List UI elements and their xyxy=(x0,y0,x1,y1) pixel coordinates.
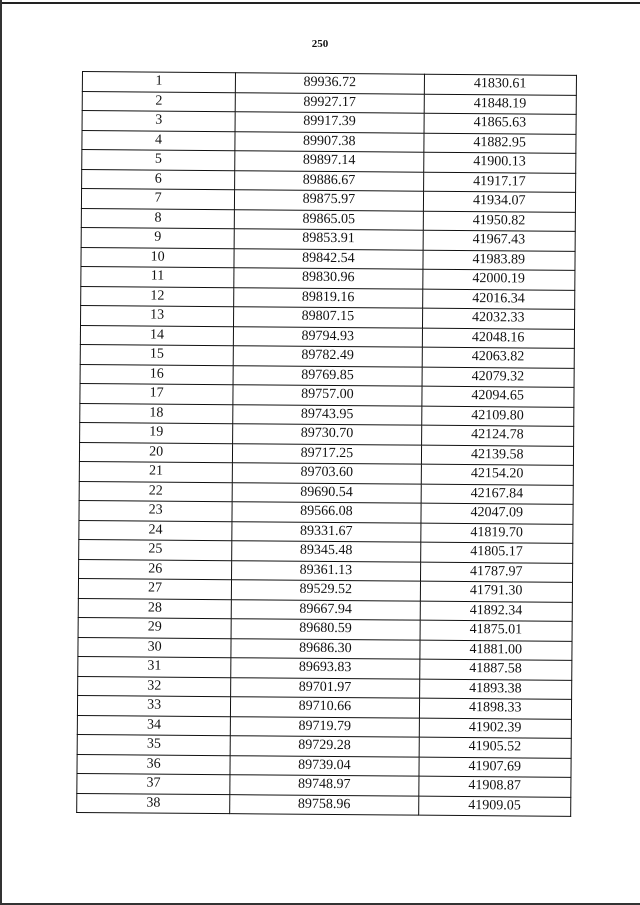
x-coordinate-cell: 89865.05 xyxy=(235,209,423,230)
y-coordinate-cell: 42124.78 xyxy=(421,425,574,446)
x-coordinate-cell: 89886.67 xyxy=(235,170,423,191)
x-coordinate-cell: 89769.85 xyxy=(233,365,421,386)
y-coordinate-cell: 41882.95 xyxy=(423,133,576,154)
x-coordinate-cell: 89667.94 xyxy=(231,599,419,620)
x-coordinate-cell: 89757.00 xyxy=(233,385,421,406)
x-coordinate-cell: 89345.48 xyxy=(232,541,420,562)
y-coordinate-cell: 41898.33 xyxy=(419,698,572,719)
point-number-cell: 36 xyxy=(77,754,230,775)
x-coordinate-cell: 89853.91 xyxy=(234,229,422,250)
y-coordinate-cell: 41905.52 xyxy=(419,737,572,758)
x-coordinate-cell: 89794.93 xyxy=(234,326,422,347)
point-number-cell: 7 xyxy=(81,189,234,210)
y-coordinate-cell: 41950.82 xyxy=(423,211,576,232)
point-number-cell: 3 xyxy=(82,111,235,132)
x-coordinate-cell: 89819.16 xyxy=(234,287,422,308)
x-coordinate-cell: 89927.17 xyxy=(235,92,423,113)
point-number-cell: 15 xyxy=(80,344,233,365)
point-number-cell: 34 xyxy=(77,715,230,736)
point-number-cell: 26 xyxy=(79,559,232,580)
point-number-cell: 28 xyxy=(78,598,231,619)
point-number-cell: 11 xyxy=(81,266,234,287)
top-scan-edge xyxy=(0,2,640,4)
y-coordinate-cell: 41865.63 xyxy=(424,113,577,134)
y-coordinate-cell: 41967.43 xyxy=(423,230,576,251)
y-coordinate-cell: 41887.58 xyxy=(419,659,572,680)
x-coordinate-cell: 89807.15 xyxy=(234,307,422,328)
page-number: 250 xyxy=(311,38,329,50)
x-coordinate-cell: 89717.25 xyxy=(233,443,421,464)
y-coordinate-cell: 41791.30 xyxy=(420,581,573,602)
x-coordinate-cell: 89361.13 xyxy=(232,560,420,581)
point-number-cell: 32 xyxy=(78,676,231,697)
point-number-cell: 19 xyxy=(80,422,233,443)
x-coordinate-cell: 89897.14 xyxy=(235,151,423,172)
point-number-cell: 38 xyxy=(77,793,230,814)
point-number-cell: 17 xyxy=(80,383,233,404)
y-coordinate-cell: 41848.19 xyxy=(424,94,577,115)
coordinates-table-body xyxy=(77,72,577,817)
y-coordinate-cell: 42167.84 xyxy=(421,484,574,505)
x-coordinate-cell: 89758.96 xyxy=(230,794,418,815)
point-number-cell: 23 xyxy=(79,500,232,521)
x-coordinate-cell: 89830.96 xyxy=(234,268,422,289)
x-coordinate-cell: 89875.97 xyxy=(235,190,423,211)
y-coordinate-cell: 41819.70 xyxy=(420,523,573,544)
y-coordinate-cell: 42032.33 xyxy=(422,308,575,329)
x-coordinate-cell: 89566.08 xyxy=(232,502,420,523)
x-coordinate-cell: 89703.60 xyxy=(233,463,421,484)
y-coordinate-cell: 41983.89 xyxy=(422,250,575,271)
x-coordinate-cell: 89729.28 xyxy=(230,736,418,757)
x-coordinate-cell: 89719.79 xyxy=(231,716,419,737)
point-number-cell: 37 xyxy=(77,773,230,794)
point-number-cell: 1 xyxy=(82,72,235,93)
point-number-cell: 31 xyxy=(78,656,231,677)
x-coordinate-cell: 89748.97 xyxy=(230,775,418,796)
point-number-cell: 14 xyxy=(80,325,233,346)
x-coordinate-cell: 89842.54 xyxy=(234,248,422,269)
x-coordinate-cell: 89936.72 xyxy=(236,73,424,94)
point-number-cell: 12 xyxy=(81,286,234,307)
point-number-cell: 35 xyxy=(77,734,230,755)
y-coordinate-cell: 41892.34 xyxy=(420,601,573,622)
y-coordinate-cell: 41908.87 xyxy=(418,776,571,797)
x-coordinate-cell: 89907.38 xyxy=(235,131,423,152)
point-number-cell: 5 xyxy=(82,150,235,171)
x-coordinate-cell: 89701.97 xyxy=(231,677,419,698)
coordinates-table xyxy=(76,71,577,817)
x-coordinate-cell: 89743.95 xyxy=(233,404,421,425)
y-coordinate-cell: 42047.09 xyxy=(420,503,573,524)
y-coordinate-cell: 42048.16 xyxy=(422,328,575,349)
y-coordinate-cell: 42079.32 xyxy=(422,367,575,388)
y-coordinate-cell: 41934.07 xyxy=(423,191,576,212)
point-number-cell: 22 xyxy=(79,481,232,502)
point-number-cell: 9 xyxy=(81,227,234,248)
point-number-cell: 4 xyxy=(82,130,235,151)
y-coordinate-cell: 42109.80 xyxy=(421,406,574,427)
point-number-cell: 10 xyxy=(81,247,234,268)
point-number-cell: 20 xyxy=(79,442,232,463)
left-scan-edge xyxy=(0,0,2,905)
point-number-cell: 27 xyxy=(78,578,231,599)
point-number-cell: 16 xyxy=(80,364,233,385)
y-coordinate-cell: 41893.38 xyxy=(419,679,572,700)
y-coordinate-cell: 41787.97 xyxy=(420,562,573,583)
y-coordinate-cell: 41902.39 xyxy=(419,718,572,739)
y-coordinate-cell: 41900.13 xyxy=(423,152,576,173)
point-number-cell: 18 xyxy=(80,403,233,424)
point-number-cell: 2 xyxy=(82,91,235,112)
x-coordinate-cell: 89690.54 xyxy=(232,482,420,503)
x-coordinate-cell: 89917.39 xyxy=(235,112,423,133)
point-number-cell: 29 xyxy=(78,617,231,638)
point-number-cell: 21 xyxy=(79,461,232,482)
y-coordinate-cell: 41875.01 xyxy=(420,620,573,641)
y-coordinate-cell: 42154.20 xyxy=(421,464,574,485)
point-number-cell: 13 xyxy=(81,305,234,326)
y-coordinate-cell: 41805.17 xyxy=(420,542,573,563)
y-coordinate-cell: 42094.65 xyxy=(421,386,574,407)
point-number-cell: 25 xyxy=(79,539,232,560)
y-coordinate-cell: 42139.58 xyxy=(421,445,574,466)
x-coordinate-cell: 89710.66 xyxy=(231,697,419,718)
point-number-cell: 24 xyxy=(79,520,232,541)
table-row xyxy=(77,793,571,816)
point-number-cell: 8 xyxy=(81,208,234,229)
y-coordinate-cell: 41830.61 xyxy=(424,74,577,95)
x-coordinate-cell: 89739.04 xyxy=(230,755,418,776)
x-coordinate-cell: 89686.30 xyxy=(231,638,419,659)
x-coordinate-cell: 89529.52 xyxy=(232,580,420,601)
y-coordinate-cell: 42063.82 xyxy=(422,347,575,368)
point-number-cell: 33 xyxy=(77,695,230,716)
y-coordinate-cell: 41909.05 xyxy=(418,796,571,817)
y-coordinate-cell: 41881.00 xyxy=(419,640,572,661)
y-coordinate-cell: 41917.17 xyxy=(423,172,576,193)
y-coordinate-cell: 42000.19 xyxy=(422,269,575,290)
y-coordinate-cell: 41907.69 xyxy=(418,757,571,778)
x-coordinate-cell: 89693.83 xyxy=(231,658,419,679)
x-coordinate-cell: 89782.49 xyxy=(233,346,421,367)
point-number-cell: 6 xyxy=(82,169,235,190)
y-coordinate-cell: 42016.34 xyxy=(422,289,575,310)
point-number-cell: 30 xyxy=(78,637,231,658)
x-coordinate-cell: 89331.67 xyxy=(232,521,420,542)
x-coordinate-cell: 89680.59 xyxy=(231,619,419,640)
x-coordinate-cell: 89730.70 xyxy=(233,424,421,445)
